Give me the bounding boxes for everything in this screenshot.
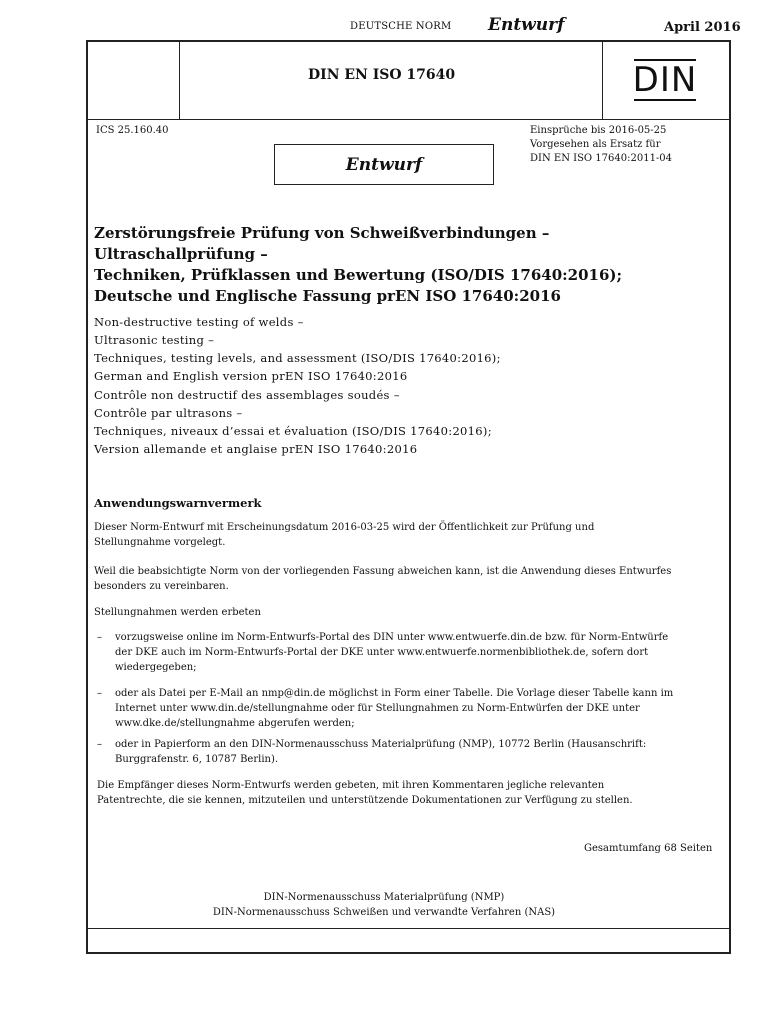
title-french-line: Version allemande et anglaise prEN ISO 17640:2016 <box>94 442 418 456</box>
patent-note: Die Empfänger dieses Norm-Entwurfs werden gebeten, mit ihren Kommentaren jegliche relevanten <box>97 780 605 791</box>
title-french-line: Contrôle par ultrasons – <box>94 406 243 420</box>
warning-heading: Anwendungswarnvermerk <box>94 496 262 510</box>
title-french-line: Techniques, niveaux d’essai et évaluation (ISO/DIS 17640:2016); <box>94 424 492 438</box>
norm-type-label: DEUTSCHE NORM <box>350 21 452 32</box>
patent-note: Patentrechte, die sie kennen, mitzuteilen und unterstützende Dokumentationen zur Verfügung zu stellen. <box>97 795 633 806</box>
bullet-line: wiedergegeben; <box>115 662 197 673</box>
bullet-dash: – <box>97 632 102 643</box>
draft-box: Entwurf <box>274 144 494 185</box>
header-divider <box>86 119 731 120</box>
objections-deadline: Einsprüche bis 2016-05-25 <box>530 125 667 136</box>
total-pages: Gesamtumfang 68 Seiten <box>584 843 713 854</box>
din-logo: DIN <box>632 60 698 100</box>
title-english-line: Ultrasonic testing – <box>94 333 215 347</box>
committee-line: DIN-Normenausschuss Schweißen und verwandte Verfahren (NAS) <box>212 907 556 918</box>
ics-code: ICS 25.160.40 <box>96 125 169 136</box>
warning-paragraph: Stellungnahme vorgelegt. <box>94 537 226 548</box>
title-english-line: Techniques, testing levels, and assessment (ISO/DIS 17640:2016); <box>94 351 501 365</box>
bullet-line: oder in Papierform an den DIN-Normenausschuss Materialprüfung (NMP), 10772 Berlin (Hausanschrift: <box>115 739 647 750</box>
bullet-line: Internet unter www.din.de/stellungnahme oder für Stellungnahmen zu Norm-Entwürfen der DKE unter <box>115 703 640 714</box>
title-french-line: Contrôle non destructif des assemblages soudés – <box>94 388 400 402</box>
bullet-dash: – <box>97 688 102 699</box>
warning-paragraph: Dieser Norm-Entwurf mit Erscheinungsdatum 2016-03-25 wird der Öffentlichkeit zur Prüfung und <box>94 522 595 533</box>
bullet-line: Burggrafenstr. 6, 10787 Berlin). <box>115 754 279 765</box>
replacement-note: Vorgesehen als Ersatz für <box>530 139 661 150</box>
bullet-line: oder als Datei per E-Mail an nmp@din.de möglichst in Form einer Tabelle. Die Vorlage dieser Tabelle kann im <box>115 688 674 699</box>
warning-paragraph: besonders zu vereinbaren. <box>94 581 229 592</box>
title-german-line: Ultraschallprüfung – <box>94 245 268 263</box>
replaced-standard: DIN EN ISO 17640:2011-04 <box>530 153 673 164</box>
bullet-dash: – <box>97 739 102 750</box>
status-label: Entwurf <box>488 15 565 35</box>
header-right-divider <box>602 40 603 120</box>
title-english-line: Non-destructive testing of welds – <box>94 315 304 329</box>
bullet-line: der DKE auch im Norm-Entwurfs-Portal der DKE unter www.entwuerfe.normenbibliothek.de, sofern dort <box>115 647 649 658</box>
document-number: DIN EN ISO 17640 <box>308 67 456 83</box>
title-german-line: Techniken, Prüfklassen und Bewertung (ISO/DIS 17640:2016); <box>94 266 623 284</box>
header-left-divider <box>179 40 180 120</box>
committee-line: DIN-Normenausschuss Materialprüfung (NMP) <box>263 892 505 903</box>
bullet-line: vorzugsweise online im Norm-Entwurfs-Portal des DIN unter www.entwuerfe.din.de bzw. für Norm-Entwürfe <box>115 632 669 643</box>
bullet-line: www.dke.de/stellungnahme abgerufen werden; <box>115 718 355 729</box>
title-english-line: German and English version prEN ISO 17640:2016 <box>94 369 408 383</box>
footer-divider <box>86 928 731 929</box>
warning-paragraph: Weil die beabsichtigte Norm von der vorliegenden Fassung abweichen kann, ist die Anwendung dieses Entwurfes <box>94 566 672 577</box>
publication-date: April 2016 <box>664 20 741 35</box>
title-german-line: Zerstörungsfreie Prüfung von Schweißverbindungen – <box>94 224 550 242</box>
comments-requested: Stellungnahmen werden erbeten <box>94 607 261 618</box>
title-german-line: Deutsche und Englische Fassung prEN ISO 17640:2016 <box>94 287 561 305</box>
